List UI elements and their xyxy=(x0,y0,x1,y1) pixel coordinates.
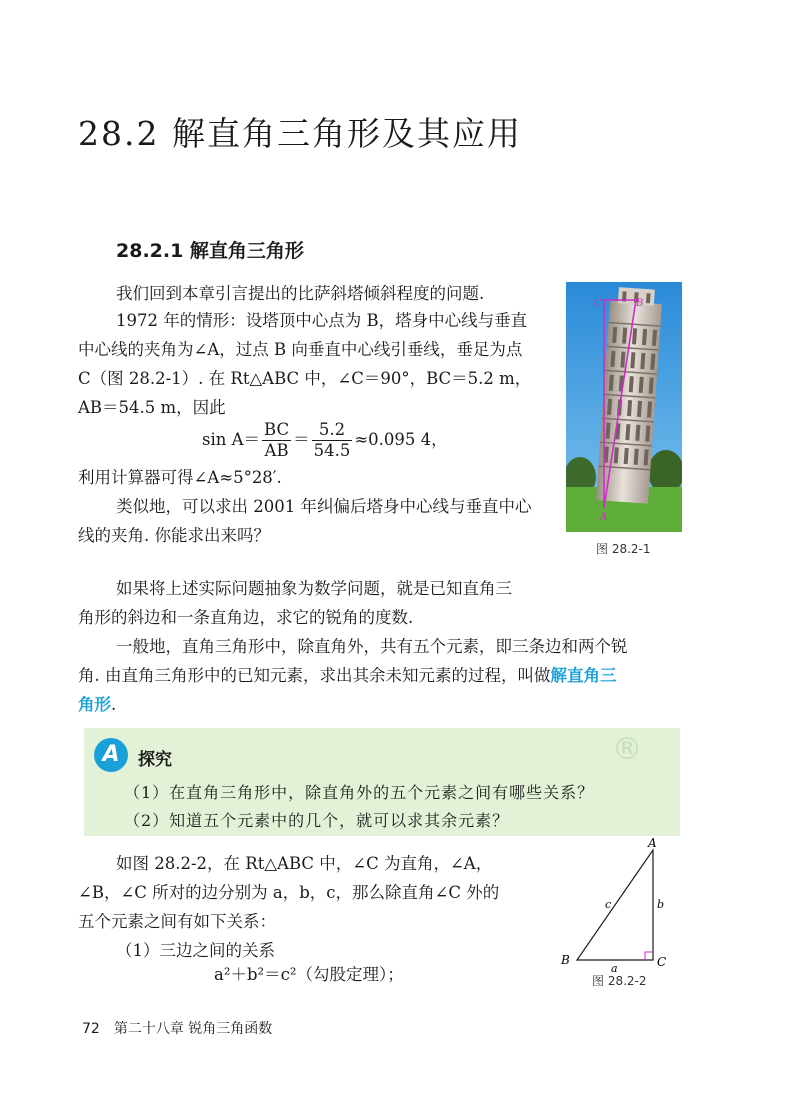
paragraph-1972-line4: AB＝54.5 m，因此 xyxy=(78,398,226,417)
paragraph-1972-line3: C（图 28.2-1）. 在 Rt△ABC 中，∠C＝90°，BC＝5.2 m， xyxy=(78,369,532,388)
tower-label-c: C xyxy=(594,298,602,309)
paragraph-general-line3 xyxy=(78,690,116,719)
triangle-shape xyxy=(577,850,653,960)
paragraph-calculator: 利用计算器可得∠A≈5°28′. xyxy=(78,468,282,487)
paragraph-2001-line2: 线的夹角. 你能求出来吗？ xyxy=(78,526,270,545)
section-title: 28.2.1 解直角三角形 xyxy=(116,240,304,262)
paragraph-abstract-line2: 角形的斜边和一条直角边，求它的锐角的度数. xyxy=(78,608,414,627)
pythagorean-formula: a²＋b²＝c²（勾股定理）； xyxy=(214,965,404,984)
footer-chapter: 第二十八章 锐角三角函数 xyxy=(113,1021,273,1037)
key-term: 解直角三 xyxy=(550,666,617,685)
side-label-a: a xyxy=(611,962,618,975)
side-label-c: c xyxy=(605,898,612,911)
fraction-numerator: 5.2 xyxy=(312,420,353,441)
figure-right-triangle xyxy=(555,836,675,986)
paragraph-fig2-line2: ∠B，∠C 所对的边分别为 a，b，c，那么除直角∠C 外的 xyxy=(78,883,500,902)
paragraph-fig2-line1: 如图 28.2-2，在 Rt△ABC 中，∠C 为直角，∠A， xyxy=(116,854,493,873)
inquiry-box xyxy=(84,728,680,836)
figure-caption-2: 图 28.2-2 xyxy=(592,974,647,988)
side-label-b: b xyxy=(657,898,665,911)
vertex-label-c: C xyxy=(657,955,667,969)
fraction-denominator: AB xyxy=(264,441,289,460)
inquiry-item-2: （2）知道五个元素中的几个，就可以求其余元素？ xyxy=(124,811,510,830)
triangle-diagram xyxy=(555,836,675,986)
figure-pisa-tower xyxy=(566,282,682,532)
tower-label-a: A xyxy=(600,512,608,523)
page-number: 72 xyxy=(82,1021,100,1037)
fraction-bc-ab xyxy=(262,420,291,461)
paragraph-1972-line2: 中心线的夹角为∠A，过点 B 向垂直中心线引垂线，垂足为点 xyxy=(78,340,523,359)
formula-rhs: ≈0.095 4， xyxy=(354,430,448,449)
formula-lhs: sin A＝ xyxy=(202,430,261,449)
paragraph-general-line2 xyxy=(78,661,617,690)
list-item-three-sides: （1）三边之间的关系 xyxy=(116,941,275,960)
sine-formula xyxy=(202,420,448,461)
paragraph-2001-line1: 类似地，可以求出 2001 年纠偏后塔身中心线与垂直中心 xyxy=(116,497,532,516)
paragraph-1972-line1: 1972 年的情形：设塔顶中心点为 B，塔身中心线与垂直 xyxy=(116,311,528,330)
right-angle-marker xyxy=(645,952,653,960)
figure-caption-1: 图 28.2-1 xyxy=(596,542,651,556)
fraction-numerator: BC xyxy=(264,420,290,439)
inquiry-icon: A xyxy=(94,738,128,772)
fraction-denominator: 54.5 xyxy=(313,441,351,460)
fraction-numeric xyxy=(312,420,353,461)
vertex-label-b: B xyxy=(561,953,570,967)
paragraph-general-line1: 一般地，直角三角形中，除直角外，共有五个元素，即三条边和两个锐 xyxy=(116,637,628,656)
paragraph-intro: 我们回到本章引言提出的比萨斜塔倾斜程度的问题. xyxy=(116,284,485,303)
pisa-tower-image xyxy=(566,282,682,532)
vertex-label-a: A xyxy=(648,836,657,850)
paragraph-fig2-line3: 五个元素之间有如下关系： xyxy=(78,912,276,931)
tower-label-b: B xyxy=(636,298,644,309)
key-term-cont: 角形 xyxy=(78,695,111,714)
chapter-title: 28.2 解直角三角形及其应用 xyxy=(78,114,522,153)
paragraph-abstract-line1: 如果将上述实际问题抽象为数学问题，就是已知直角三 xyxy=(116,579,512,598)
inquiry-item-1: （1）在直角三角形中，除直角外的五个元素之间有哪些关系？ xyxy=(124,783,595,802)
inquiry-title: 探究 xyxy=(138,750,172,770)
period: . xyxy=(111,695,117,714)
general-text: 角. 由直角三角形中的已知元素，求出其余未知元素的过程，叫做 xyxy=(78,666,551,685)
registered-watermark: ® xyxy=(612,732,642,767)
page-footer xyxy=(82,1018,272,1038)
formula-eq: ＝ xyxy=(293,430,310,449)
